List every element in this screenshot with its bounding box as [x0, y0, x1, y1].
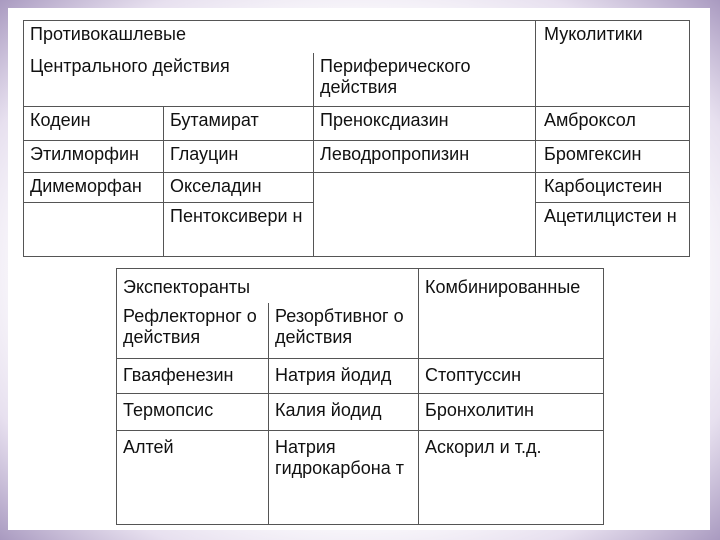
combined-drug-cell: Аскорил и т.д. [419, 431, 604, 525]
mucolytic-drug-cell: Бромгексин [536, 141, 690, 173]
reflex-drug-cell: Гваяфенезин [117, 359, 269, 394]
central-drug-cell: Димеморфан [24, 173, 164, 203]
reflex-drug-cell: Алтей [117, 431, 269, 525]
combined-header: Комбинированные [419, 269, 604, 359]
mucolytics-header: Муколитики [536, 21, 690, 107]
central-action-header: Центрального действия [24, 53, 314, 107]
resorptive-action-header: Резорбтивног о действия [269, 303, 419, 359]
central-drug-cell: Окселадин [164, 173, 314, 203]
peripheral-drug-cell: Преноксдиазин [314, 107, 536, 141]
reflex-action-header: Рефлекторног о действия [117, 303, 269, 359]
reflex-drug-cell: Термопсис [117, 394, 269, 431]
central-drug-cell: Кодеин [24, 107, 164, 141]
central-drug-cell: Глауцин [164, 141, 314, 173]
central-empty-cell [24, 203, 164, 257]
resorptive-drug-cell: Натрия гидрокарбона т [269, 431, 419, 525]
resorptive-drug-cell: Натрия йодид [269, 359, 419, 394]
mucolytic-drug-cell: Ацетилцистеи н [536, 203, 690, 257]
mucolytic-drug-cell: Амброксол [536, 107, 690, 141]
central-drug-cell: Пентоксивери н [164, 203, 314, 257]
resorptive-drug-cell: Калия йодид [269, 394, 419, 431]
combined-drug-cell: Бронхолитин [419, 394, 604, 431]
mucolytic-drug-cell: Карбоцистеин [536, 173, 690, 203]
peripheral-action-header: Периферического действия [314, 53, 536, 107]
combined-drug-cell: Стоптуссин [419, 359, 604, 394]
central-drug-cell: Этилморфин [24, 141, 164, 173]
central-drug-cell: Бутамират [164, 107, 314, 141]
antitussive-header: Противокашлевые [24, 21, 536, 53]
expectorants-table [116, 268, 604, 525]
expectorants-header: Экспекторанты [117, 269, 419, 303]
cough-drugs-table [23, 20, 690, 257]
peripheral-drug-cell: Леводропропизин [314, 141, 536, 173]
peripheral-empty-cell [314, 173, 536, 257]
